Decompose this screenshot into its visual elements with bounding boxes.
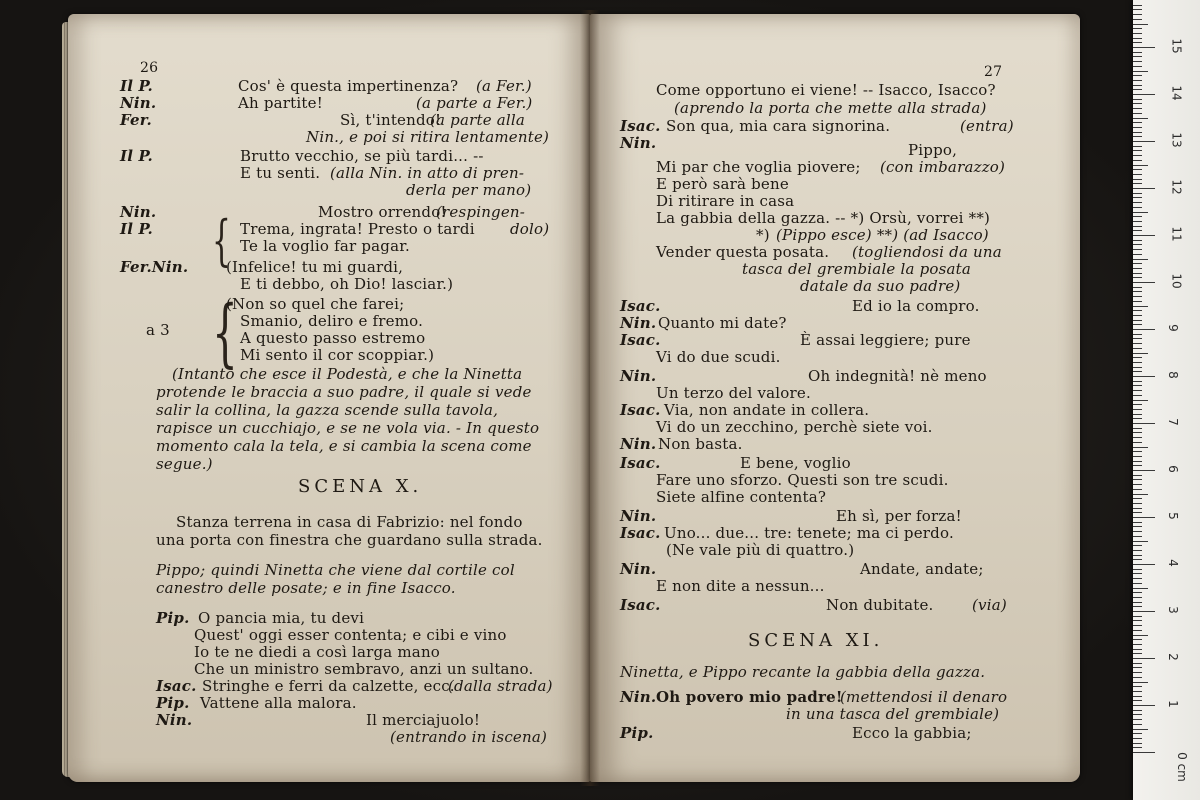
ruler-tick	[1133, 710, 1142, 711]
stage-direction: segue.)	[156, 455, 213, 473]
ruler-tick	[1133, 150, 1142, 151]
speaker: Il P.	[120, 220, 153, 238]
stage-note: (con imbarazzo)	[880, 158, 1006, 176]
speaker: Il P.	[120, 147, 153, 165]
ruler-tick	[1133, 667, 1142, 668]
ruler-tick	[1133, 484, 1142, 485]
verse: Come opportuno ei viene! -- Isacco, Isacco?	[656, 81, 996, 99]
stage-note: tasca del grembiale la posata	[742, 260, 972, 278]
ruler-tick	[1133, 230, 1142, 231]
speaker: Fer.	[120, 111, 152, 129]
ruler-tick	[1133, 212, 1148, 213]
speaker: Fer.Nin.	[120, 258, 189, 276]
speaker: Isac.	[620, 401, 661, 419]
verse: E non dite a nessun...	[656, 577, 825, 595]
ruler-tick	[1133, 409, 1142, 410]
verse: Ed io la compro.	[852, 297, 980, 315]
ruler-tick	[1133, 602, 1142, 603]
ruler-number: 15	[1169, 38, 1184, 54]
ruler-tick	[1133, 75, 1142, 76]
verse: Un terzo del valore.	[656, 384, 811, 402]
speaker: Pip.	[620, 724, 654, 742]
ruler-tick	[1133, 489, 1142, 490]
verse: Oh povero mio padre!	[656, 688, 843, 706]
ruler-tick	[1133, 465, 1142, 466]
ruler-tick	[1133, 526, 1142, 527]
ruler-tick	[1133, 99, 1142, 100]
ruler-tick	[1133, 160, 1142, 161]
stage-note: datale da suo padre)	[800, 277, 961, 295]
stage-note: (togliendosi da una	[852, 243, 1002, 261]
ruler-tick	[1133, 61, 1142, 62]
ruler-number: 6	[1165, 465, 1180, 473]
ruler-tick	[1133, 555, 1142, 556]
scene-characters: Pippo; quindi Ninetta che viene dal cortile col	[156, 561, 515, 579]
stage-note: (a parte a Fer.)	[416, 94, 533, 112]
ruler-tick	[1133, 146, 1142, 147]
ruler-tick	[1133, 296, 1142, 297]
book-gutter	[580, 10, 600, 786]
scene-characters: Ninetta, e Pippo recante la gabbia della gazza.	[620, 663, 986, 681]
ruler-tick	[1133, 47, 1155, 48]
ruler-tick	[1133, 273, 1142, 274]
verse: Vi do un zecchino, perchè siete voi.	[656, 418, 933, 436]
stage-note: Nin., e poi si ritira lentamente)	[306, 128, 550, 146]
ruler-tick	[1133, 89, 1142, 90]
verse: E ti debbo, oh Dio! lasciar.)	[240, 275, 454, 293]
ruler-tick	[1133, 494, 1148, 495]
ruler-tick	[1133, 658, 1155, 659]
verse: Trema, ingrata! Presto o tardi	[240, 220, 475, 238]
speaker: Nin.	[120, 94, 157, 112]
speaker: Nin.	[620, 314, 657, 332]
ruler-tick	[1133, 329, 1155, 330]
ruler-tick	[1133, 169, 1142, 170]
ruler-tick	[1133, 259, 1148, 260]
scene-description: Stanza terrena in casa di Fabrizio: nel fondo	[176, 513, 523, 531]
ruler-tick	[1133, 583, 1142, 584]
ruler-number: 8	[1165, 371, 1180, 379]
ruler-tick	[1133, 597, 1142, 598]
ruler-tick	[1133, 155, 1142, 156]
ruler-number: 7	[1165, 418, 1180, 426]
verse: Te la voglio far pagar.	[240, 237, 410, 255]
ruler-number: 13	[1169, 132, 1184, 148]
ruler-tick	[1133, 512, 1142, 513]
ruler-number: 10	[1169, 273, 1184, 289]
verse: Di ritirare in casa	[656, 192, 795, 210]
ruler-tick	[1133, 362, 1142, 363]
ruler-tick	[1133, 216, 1142, 217]
verse: Via, non andate in collera.	[664, 401, 870, 419]
speaker: Nin.	[620, 688, 657, 706]
ruler-tick	[1133, 606, 1142, 607]
ruler-tick	[1133, 207, 1142, 208]
ruler-tick	[1133, 197, 1142, 198]
ruler-tick	[1133, 367, 1142, 368]
ruler-tick	[1133, 531, 1142, 532]
ruler-tick	[1133, 320, 1142, 321]
verse: A questo passo estremo	[240, 329, 426, 347]
ruler-tick	[1133, 132, 1142, 133]
ruler-tick	[1133, 611, 1155, 612]
speaker: Isac.	[620, 596, 661, 614]
verse: Son qua, mia cara signorina.	[666, 117, 891, 135]
ruler-tick	[1133, 569, 1142, 570]
verse: Il merciajuolo!	[366, 711, 481, 729]
ruler-tick	[1133, 672, 1142, 673]
ruler-tick	[1133, 545, 1142, 546]
ruler-tick	[1133, 456, 1142, 457]
ruler-tick	[1133, 371, 1142, 372]
verse: Fare uno sforzo. Questi son tre scudi.	[656, 471, 949, 489]
ruler-tick	[1133, 588, 1148, 589]
ruler-tick	[1133, 28, 1142, 29]
ruler-tick	[1133, 14, 1142, 15]
speaker: Nin.	[620, 134, 657, 152]
ruler-tick	[1133, 244, 1142, 245]
page-number: 26	[140, 60, 159, 76]
ruler-tick	[1133, 475, 1142, 476]
verse: Mi par che voglia piovere;	[656, 158, 861, 176]
verse: Smanio, deliro e fremo.	[240, 312, 424, 330]
ruler-tick	[1133, 541, 1148, 542]
ruler-tick	[1133, 653, 1142, 654]
ruler-tick	[1133, 498, 1142, 499]
ruler-tick	[1133, 752, 1155, 753]
stage-note: (via)	[972, 596, 1007, 614]
ruler-number: 1	[1165, 700, 1180, 708]
stage-note: (Pippo esce) **) (ad Isacco)	[776, 226, 989, 244]
ruler-tick	[1133, 719, 1142, 720]
ruler-tick	[1133, 428, 1142, 429]
scene-heading: SCENA X.	[298, 476, 423, 497]
right-page	[590, 14, 1080, 782]
ruler-tick	[1133, 550, 1142, 551]
verse: *)	[756, 226, 770, 244]
stage-note: derla per mano)	[406, 181, 532, 199]
ruler-tick	[1133, 348, 1142, 349]
ruler-tick	[1133, 202, 1142, 203]
ruler-number: 11	[1169, 226, 1184, 242]
ruler-tick	[1133, 432, 1142, 433]
verse: Sì, t'intendo!	[340, 111, 442, 129]
ruler-tick	[1133, 66, 1142, 67]
ruler-tick	[1133, 395, 1142, 396]
ruler-tick	[1133, 437, 1142, 438]
ruler-tick	[1133, 714, 1142, 715]
stage-note: (aprendo la porta che mette alla strada)	[674, 99, 987, 117]
ruler-tick	[1133, 174, 1142, 175]
ruler-tick	[1133, 738, 1142, 739]
ruler-number: 4	[1165, 559, 1180, 567]
ruler-tick	[1133, 94, 1155, 95]
verse: Uno... due... tre: tenete; ma ci perdo.	[664, 524, 954, 542]
verse: Che un ministro sembravo, anzi un sultano.	[194, 660, 534, 678]
verse: Oh indegnità! nè meno	[808, 367, 987, 385]
verse: O pancia mia, tu devi	[198, 609, 365, 627]
stage-note: (entrando in iscena)	[390, 728, 548, 746]
ruler-tick	[1133, 705, 1155, 706]
verse: Io te ne diedi a così larga mano	[194, 643, 441, 661]
speaker: Nin.	[620, 367, 657, 385]
ruler-tick	[1133, 19, 1142, 20]
verse: Pippo,	[908, 141, 958, 159]
ruler-tick	[1133, 141, 1155, 142]
speaker: Isac.	[156, 677, 197, 695]
speaker: Il P.	[120, 77, 153, 95]
ruler-tick	[1133, 564, 1155, 565]
ruler-number: 5	[1165, 512, 1180, 520]
verse: Eh sì, per forza!	[836, 507, 962, 525]
ruler-tick	[1133, 630, 1142, 631]
speaker: a 3	[146, 321, 170, 339]
speaker: Isac.	[620, 297, 661, 315]
ruler-tick	[1133, 235, 1155, 236]
ruler-tick	[1133, 663, 1142, 664]
ruler-tick	[1133, 118, 1148, 119]
ruler-tick	[1133, 226, 1142, 227]
ruler-tick	[1133, 221, 1142, 222]
scene-heading: SCENA XI.	[748, 630, 884, 651]
brace-bracket: {	[212, 290, 238, 376]
ruler-tick	[1133, 559, 1142, 560]
ruler-tick	[1133, 240, 1142, 241]
ruler-tick	[1133, 470, 1155, 471]
ruler-tick	[1133, 573, 1142, 574]
ruler-tick	[1133, 522, 1142, 523]
verse: Vender questa posata.	[656, 243, 830, 261]
ruler-tick	[1133, 376, 1155, 377]
ruler-tick	[1133, 696, 1142, 697]
verse: Quest' oggi esser contenta; e cibi e vino	[194, 626, 507, 644]
ruler-tick	[1133, 71, 1148, 72]
stage-note: (dalla strada)	[448, 677, 553, 695]
ruler-tick	[1133, 268, 1142, 269]
scene-characters: canestro delle posate; e in fine Isacco.	[156, 579, 456, 597]
ruler-tick	[1133, 9, 1142, 10]
ruler-tick	[1133, 306, 1148, 307]
ruler-tick	[1133, 33, 1142, 34]
ruler-tick	[1133, 113, 1142, 114]
stage-direction: (Intanto che esce il Podestà, e che la Ninetta	[172, 365, 523, 383]
ruler-tick	[1133, 404, 1142, 405]
verse: È assai leggiere; pure	[800, 331, 971, 349]
verse: Quanto mi date?	[658, 314, 787, 332]
verse: La gabbia della gazza. -- *) Orsù, vorrei **)	[656, 209, 991, 227]
stage-direction: salir la collina, la gazza scende sulla tavola,	[156, 401, 499, 419]
speaker: Nin.	[620, 560, 657, 578]
speaker: Isac.	[620, 117, 661, 135]
ruler-tick	[1133, 188, 1155, 189]
speaker: Pip.	[156, 694, 190, 712]
ruler-tick	[1133, 381, 1142, 382]
brace-bracket: {	[212, 209, 231, 272]
ruler-tick	[1133, 592, 1142, 593]
stage-note: dolo)	[510, 220, 550, 238]
ruler-tick	[1133, 400, 1148, 401]
ruler-tick	[1133, 353, 1148, 354]
ruler-tick	[1133, 301, 1142, 302]
ruler-tick	[1133, 183, 1142, 184]
ruler-unit: 0 cm	[1174, 752, 1189, 782]
ruler-tick	[1133, 639, 1142, 640]
ruler-tick	[1133, 479, 1142, 480]
ruler-tick	[1133, 127, 1142, 128]
ruler-tick	[1133, 620, 1142, 621]
stage-direction: momento cala la tela, e si cambia la scena come	[156, 437, 532, 455]
verse: (Non so quel che farei;	[226, 295, 405, 313]
verse: Ah partite!	[238, 94, 323, 112]
ruler-number: 3	[1165, 606, 1180, 614]
stage-note: in una tasca del grembiale)	[786, 705, 1000, 723]
ruler-tick	[1133, 310, 1142, 311]
verse: Stringhe e ferri da calzette, ecc.	[202, 677, 455, 695]
ruler-number: 14	[1169, 85, 1184, 101]
speaker: Nin.	[156, 711, 193, 729]
ruler-tick	[1133, 536, 1142, 537]
ruler-tick	[1133, 80, 1142, 81]
ruler-number: 12	[1169, 179, 1184, 195]
ruler-tick	[1133, 103, 1142, 104]
ruler-tick	[1133, 423, 1155, 424]
ruler-tick	[1133, 42, 1142, 43]
ruler-tick	[1133, 52, 1142, 53]
ruler-tick	[1133, 729, 1148, 730]
ruler-tick	[1133, 254, 1142, 255]
left-page	[68, 14, 590, 782]
ruler-tick	[1133, 508, 1142, 509]
verse: Andate, andate;	[860, 560, 984, 578]
verse: Mostro orrendo!	[318, 203, 447, 221]
ruler-tick	[1133, 743, 1142, 744]
ruler-tick	[1133, 682, 1148, 683]
speaker: Isac.	[620, 524, 661, 542]
ruler-tick	[1133, 249, 1142, 250]
ruler-tick	[1133, 193, 1142, 194]
speaker: Nin.	[620, 507, 657, 525]
ruler-tick	[1133, 179, 1142, 180]
ruler-tick	[1133, 343, 1142, 344]
ruler-tick	[1133, 282, 1155, 283]
ruler-tick	[1133, 414, 1142, 415]
ruler-tick	[1133, 390, 1142, 391]
ruler-tick	[1133, 700, 1142, 701]
speaker: Nin.	[120, 203, 157, 221]
measuring-ruler	[1133, 0, 1200, 800]
speaker: Isac.	[620, 454, 661, 472]
verse: Mi sento il cor scoppiar.)	[240, 346, 435, 364]
ruler-tick	[1133, 733, 1142, 734]
ruler-tick	[1133, 461, 1142, 462]
ruler-tick	[1133, 277, 1142, 278]
ruler-tick	[1133, 635, 1148, 636]
verse: (Infelice! tu mi guardi,	[226, 258, 404, 276]
ruler-tick	[1133, 136, 1142, 137]
ruler-tick	[1133, 287, 1142, 288]
stage-note: (mettendosi il denaro	[840, 688, 1008, 706]
ruler-tick	[1133, 85, 1142, 86]
ruler-tick	[1133, 38, 1142, 39]
stage-note: (a parte alla	[430, 111, 526, 129]
verse: Brutto vecchio, se più tardi... --	[240, 147, 484, 165]
ruler-tick	[1133, 357, 1142, 358]
verse: Non basta.	[658, 435, 743, 453]
ruler-tick	[1133, 691, 1142, 692]
stage-note: (respingen-	[436, 203, 526, 221]
speaker: Nin.	[620, 435, 657, 453]
ruler-tick	[1133, 24, 1148, 25]
ruler-tick	[1133, 625, 1142, 626]
ruler-tick	[1133, 724, 1142, 725]
ruler-tick	[1133, 747, 1142, 748]
verse: Cos' è questa impertinenza?	[238, 77, 459, 95]
verse: E tu senti.	[240, 164, 321, 182]
verse: Non dubitate.	[826, 596, 934, 614]
ruler-tick	[1133, 5, 1142, 6]
speaker: Isac.	[620, 331, 661, 349]
ruler-tick	[1133, 644, 1142, 645]
page-number: 27	[984, 64, 1003, 80]
verse: Ecco la gabbia;	[852, 724, 972, 742]
ruler-tick	[1133, 616, 1142, 617]
verse: (Ne vale più di quattro.)	[666, 541, 855, 559]
verse: Siete alfine contenta?	[656, 488, 827, 506]
stage-note: (entra)	[960, 117, 1014, 135]
stage-note: (a Fer.)	[476, 77, 532, 95]
ruler-tick	[1133, 418, 1142, 419]
ruler-tick	[1133, 677, 1142, 678]
ruler-tick	[1133, 578, 1142, 579]
ruler-tick	[1133, 263, 1142, 264]
stage-direction: protende le braccia a suo padre, il quale si vede	[156, 383, 532, 401]
stage-direction: rapisce un cucchiajo, e se ne vola via. - In questo	[156, 419, 540, 437]
ruler-tick	[1133, 338, 1142, 339]
ruler-tick	[1133, 108, 1142, 109]
ruler-tick	[1133, 442, 1142, 443]
ruler-number: 2	[1165, 653, 1180, 661]
ruler-tick	[1133, 686, 1142, 687]
ruler-number: 9	[1165, 324, 1180, 332]
ruler-tick	[1133, 451, 1142, 452]
verse: E però sarà bene	[656, 175, 789, 193]
ruler-tick	[1133, 165, 1148, 166]
ruler-tick	[1133, 324, 1142, 325]
speaker: Pip.	[156, 609, 190, 627]
ruler-tick	[1133, 122, 1142, 123]
ruler-tick	[1133, 447, 1148, 448]
ruler-tick	[1133, 291, 1142, 292]
scene-description: una porta con finestra che guardano sulla strada.	[156, 531, 543, 549]
verse: E bene, voglio	[740, 454, 851, 472]
verse: Vi do due scudi.	[656, 348, 781, 366]
ruler-tick	[1133, 385, 1142, 386]
verse: Vattene alla malora.	[200, 694, 357, 712]
ruler-tick	[1133, 503, 1142, 504]
ruler-tick	[1133, 517, 1155, 518]
ruler-tick	[1133, 315, 1142, 316]
ruler-tick	[1133, 649, 1142, 650]
ruler-tick	[1133, 334, 1142, 335]
stage-note: (alla Nin. in atto di pren-	[330, 164, 525, 182]
ruler-tick	[1133, 56, 1142, 57]
